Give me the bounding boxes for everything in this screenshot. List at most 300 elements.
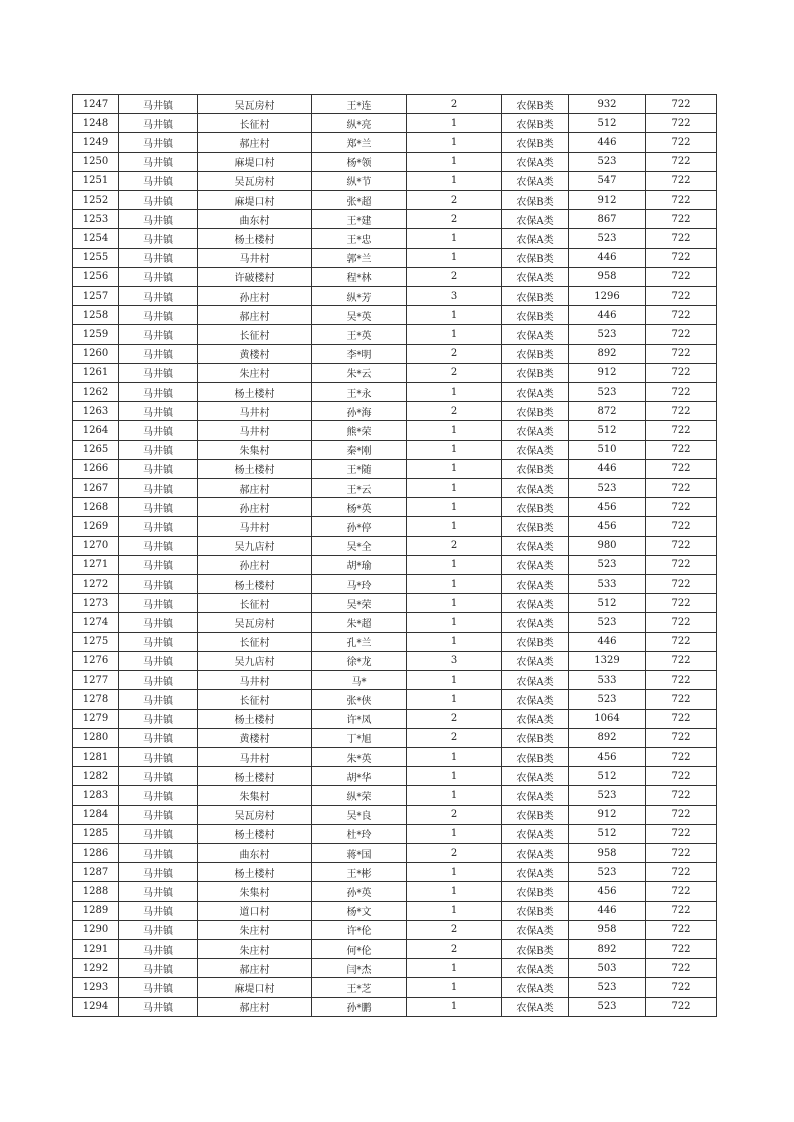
town-cell: 马井镇 [119,709,198,728]
table-row [73,536,717,555]
village-cell: 朱庄村 [198,363,312,382]
village-cell: 长征村 [198,325,312,344]
name-cell: 纵*节 [312,171,407,190]
household-size-cell: 1 [407,747,502,766]
household-size-cell: 1 [407,498,502,517]
household-size-cell: 1 [407,440,502,459]
village-cell: 杨土楼村 [198,824,312,843]
row-number-cell: 1276 [73,651,119,670]
name-cell: 王*云 [312,479,407,498]
village-cell: 马井村 [198,248,312,267]
household-size-cell: 2 [407,210,502,229]
table-row [73,133,717,152]
household-size-cell: 1 [407,978,502,997]
amount-cell: 523 [569,325,646,344]
household-size-cell: 1 [407,767,502,786]
village-cell: 杨土楼村 [198,863,312,882]
insurance-type-cell: 农保A类 [502,210,569,229]
standard-cell: 722 [646,632,717,651]
standard-cell: 722 [646,152,717,171]
village-cell: 杨土楼村 [198,229,312,248]
insurance-type-cell: 农保A类 [502,575,569,594]
name-cell: 王*彬 [312,863,407,882]
table-row [73,824,717,843]
standard-cell: 722 [646,440,717,459]
row-number-cell: 1285 [73,824,119,843]
amount-cell: 932 [569,95,646,114]
household-size-cell: 2 [407,843,502,862]
name-cell: 马* [312,671,407,690]
village-cell: 杨土楼村 [198,709,312,728]
standard-cell: 722 [646,479,717,498]
town-cell: 马井镇 [119,325,198,344]
row-number-cell: 1252 [73,191,119,210]
insurance-type-cell: 农保A类 [502,536,569,555]
insurance-type-cell: 农保B类 [502,459,569,478]
village-cell: 麻堤口村 [198,978,312,997]
standard-cell: 722 [646,210,717,229]
amount-cell: 456 [569,747,646,766]
name-cell: 孙*鹏 [312,997,407,1016]
name-cell: 杨*英 [312,498,407,517]
insurance-type-cell: 农保A类 [502,383,569,402]
town-cell: 马井镇 [119,632,198,651]
standard-cell: 722 [646,575,717,594]
insurance-type-cell: 农保A类 [502,171,569,190]
insurance-type-cell: 农保B类 [502,498,569,517]
row-number-cell: 1247 [73,95,119,114]
row-number-cell: 1286 [73,843,119,862]
insurance-type-cell: 农保A类 [502,690,569,709]
row-number-cell: 1290 [73,920,119,939]
town-cell: 马井镇 [119,786,198,805]
standard-cell: 722 [646,325,717,344]
household-size-cell: 1 [407,594,502,613]
household-size-cell: 2 [407,95,502,114]
village-cell: 朱集村 [198,882,312,901]
name-cell: 蒋*国 [312,843,407,862]
village-cell: 吴瓦房村 [198,171,312,190]
table-row [73,594,717,613]
amount-cell: 512 [569,824,646,843]
village-cell: 郝庄村 [198,133,312,152]
insurance-type-cell: 农保B类 [502,728,569,747]
insurance-type-cell: 农保A类 [502,479,569,498]
standard-cell: 722 [646,248,717,267]
village-cell: 郝庄村 [198,479,312,498]
insurance-type-cell: 农保A类 [502,863,569,882]
insurance-type-cell: 农保A类 [502,152,569,171]
amount-cell: 523 [569,383,646,402]
amount-cell: 523 [569,479,646,498]
row-number-cell: 1263 [73,402,119,421]
insurance-type-cell: 农保B类 [502,344,569,363]
town-cell: 马井镇 [119,613,198,632]
amount-cell: 456 [569,882,646,901]
standard-cell: 722 [646,459,717,478]
standard-cell: 722 [646,997,717,1016]
insurance-type-cell: 农保B类 [502,191,569,210]
insurance-type-cell: 农保A类 [502,421,569,440]
row-number-cell: 1294 [73,997,119,1016]
village-cell: 吴九店村 [198,651,312,670]
table-row [73,959,717,978]
village-cell: 许破楼村 [198,267,312,286]
household-size-cell: 2 [407,363,502,382]
town-cell: 马井镇 [119,363,198,382]
town-cell: 马井镇 [119,229,198,248]
amount-cell: 867 [569,210,646,229]
row-number-cell: 1250 [73,152,119,171]
town-cell: 马井镇 [119,824,198,843]
insurance-type-cell: 农保B类 [502,306,569,325]
row-number-cell: 1282 [73,767,119,786]
amount-cell: 1064 [569,709,646,728]
row-number-cell: 1272 [73,575,119,594]
town-cell: 马井镇 [119,459,198,478]
insurance-type-cell: 农保B类 [502,133,569,152]
insurance-type-cell: 农保A类 [502,613,569,632]
table-row [73,978,717,997]
row-number-cell: 1287 [73,863,119,882]
name-cell: 张*侠 [312,690,407,709]
insurance-type-cell: 农保A类 [502,671,569,690]
household-size-cell: 1 [407,479,502,498]
town-cell: 马井镇 [119,575,198,594]
row-number-cell: 1265 [73,440,119,459]
insurance-type-cell: 农保A类 [502,229,569,248]
village-cell: 郝庄村 [198,997,312,1016]
town-cell: 马井镇 [119,671,198,690]
amount-cell: 912 [569,363,646,382]
row-number-cell: 1253 [73,210,119,229]
town-cell: 马井镇 [119,152,198,171]
name-cell: 许*伦 [312,920,407,939]
standard-cell: 722 [646,133,717,152]
village-cell: 曲东村 [198,210,312,229]
town-cell: 马井镇 [119,344,198,363]
standard-cell: 722 [646,728,717,747]
row-number-cell: 1264 [73,421,119,440]
insurance-type-cell: 农保A类 [502,997,569,1016]
table-row [73,786,717,805]
town-cell: 马井镇 [119,863,198,882]
table-row [73,632,717,651]
row-number-cell: 1271 [73,555,119,574]
standard-cell: 722 [646,421,717,440]
standard-cell: 722 [646,978,717,997]
amount-cell: 533 [569,671,646,690]
village-cell: 郝庄村 [198,959,312,978]
town-cell: 马井镇 [119,594,198,613]
village-cell: 杨土楼村 [198,575,312,594]
insurance-type-cell: 农保A类 [502,555,569,574]
insurance-type-cell: 农保A类 [502,786,569,805]
name-cell: 许*凤 [312,709,407,728]
name-cell: 张*超 [312,191,407,210]
insurance-type-cell: 农保B类 [502,287,569,306]
table-row [73,882,717,901]
table-row [73,114,717,133]
table-row [73,575,717,594]
table-row [73,498,717,517]
household-size-cell: 1 [407,575,502,594]
household-size-cell: 1 [407,459,502,478]
row-number-cell: 1260 [73,344,119,363]
household-size-cell: 1 [407,383,502,402]
amount-cell: 510 [569,440,646,459]
standard-cell: 722 [646,939,717,958]
village-cell: 杨土楼村 [198,459,312,478]
amount-cell: 503 [569,959,646,978]
insurance-type-cell: 农保A类 [502,767,569,786]
village-cell: 长征村 [198,690,312,709]
insurance-type-cell: 农保B类 [502,882,569,901]
household-size-cell: 1 [407,632,502,651]
table-row [73,344,717,363]
town-cell: 马井镇 [119,440,198,459]
amount-cell: 446 [569,901,646,920]
row-number-cell: 1256 [73,267,119,286]
standard-cell: 722 [646,920,717,939]
table-row [73,613,717,632]
name-cell: 吴*良 [312,805,407,824]
standard-cell: 722 [646,594,717,613]
town-cell: 马井镇 [119,767,198,786]
town-cell: 马井镇 [119,191,198,210]
town-cell: 马井镇 [119,959,198,978]
insurance-type-cell: 农保B类 [502,114,569,133]
name-cell: 王*连 [312,95,407,114]
household-size-cell: 1 [407,555,502,574]
name-cell: 胡*瑜 [312,555,407,574]
name-cell: 纵*荣 [312,786,407,805]
household-size-cell: 1 [407,786,502,805]
household-size-cell: 1 [407,863,502,882]
village-cell: 曲东村 [198,843,312,862]
household-size-cell: 1 [407,690,502,709]
insurance-type-cell: 农保A类 [502,267,569,286]
standard-cell: 722 [646,863,717,882]
village-cell: 马井村 [198,402,312,421]
household-size-cell: 2 [407,536,502,555]
name-cell: 王*忠 [312,229,407,248]
amount-cell: 958 [569,920,646,939]
household-size-cell: 1 [407,997,502,1016]
standard-cell: 722 [646,690,717,709]
household-size-cell: 1 [407,517,502,536]
town-cell: 马井镇 [119,133,198,152]
standard-cell: 722 [646,767,717,786]
standard-cell: 722 [646,959,717,978]
row-number-cell: 1262 [73,383,119,402]
town-cell: 马井镇 [119,997,198,1016]
insurance-type-cell: 农保A类 [502,594,569,613]
town-cell: 马井镇 [119,805,198,824]
table-row [73,863,717,882]
standard-cell: 722 [646,498,717,517]
table-row [73,152,717,171]
name-cell: 吴*英 [312,306,407,325]
table-row [73,421,717,440]
table-row [73,267,717,286]
household-size-cell: 2 [407,344,502,363]
table-row [73,325,717,344]
town-cell: 马井镇 [119,479,198,498]
row-number-cell: 1291 [73,939,119,958]
row-number-cell: 1284 [73,805,119,824]
table-row [73,920,717,939]
table-row [73,459,717,478]
table-row [73,479,717,498]
row-number-cell: 1274 [73,613,119,632]
table-row [73,306,717,325]
village-cell: 马井村 [198,517,312,536]
name-cell: 徐*龙 [312,651,407,670]
insurance-type-cell: 农保B类 [502,402,569,421]
village-cell: 麻堤口村 [198,191,312,210]
village-cell: 吴九店村 [198,536,312,555]
row-number-cell: 1261 [73,363,119,382]
household-size-cell: 1 [407,421,502,440]
row-number-cell: 1248 [73,114,119,133]
amount-cell: 523 [569,786,646,805]
standard-cell: 722 [646,402,717,421]
household-size-cell: 2 [407,191,502,210]
row-number-cell: 1251 [73,171,119,190]
table-row [73,363,717,382]
town-cell: 马井镇 [119,383,198,402]
standard-cell: 722 [646,306,717,325]
standard-cell: 722 [646,363,717,382]
standard-cell: 722 [646,517,717,536]
household-size-cell: 1 [407,306,502,325]
table-row [73,690,717,709]
insurance-type-cell: 农保A类 [502,959,569,978]
town-cell: 马井镇 [119,248,198,267]
standard-cell: 722 [646,555,717,574]
amount-cell: 446 [569,459,646,478]
name-cell: 朱*英 [312,747,407,766]
table-row [73,997,717,1016]
amount-cell: 523 [569,613,646,632]
village-cell: 马井村 [198,421,312,440]
household-size-cell: 1 [407,133,502,152]
standard-cell: 722 [646,267,717,286]
name-cell: 吴*全 [312,536,407,555]
insurance-type-cell: 农保B类 [502,517,569,536]
insurance-type-cell: 农保B类 [502,901,569,920]
amount-cell: 912 [569,191,646,210]
table-row [73,805,717,824]
name-cell: 熊*荣 [312,421,407,440]
name-cell: 朱*云 [312,363,407,382]
name-cell: 秦*刚 [312,440,407,459]
household-size-cell: 1 [407,671,502,690]
table-row [73,191,717,210]
name-cell: 杨*文 [312,901,407,920]
row-number-cell: 1281 [73,747,119,766]
village-cell: 黄楼村 [198,344,312,363]
standard-cell: 722 [646,171,717,190]
household-size-cell: 1 [407,152,502,171]
village-cell: 朱集村 [198,786,312,805]
amount-cell: 456 [569,517,646,536]
amount-cell: 1296 [569,287,646,306]
insurance-type-cell: 农保B类 [502,805,569,824]
village-cell: 黄楼村 [198,728,312,747]
standard-cell: 722 [646,671,717,690]
table-row [73,843,717,862]
name-cell: 闫*杰 [312,959,407,978]
table-row [73,95,717,114]
town-cell: 马井镇 [119,651,198,670]
village-cell: 长征村 [198,594,312,613]
row-number-cell: 1279 [73,709,119,728]
row-number-cell: 1293 [73,978,119,997]
insurance-type-cell: 农保A类 [502,440,569,459]
town-cell: 马井镇 [119,882,198,901]
insurance-type-cell: 农保B类 [502,95,569,114]
household-size-cell: 2 [407,728,502,747]
amount-cell: 512 [569,421,646,440]
row-number-cell: 1280 [73,728,119,747]
table-row [73,728,717,747]
amount-cell: 958 [569,267,646,286]
table-row [73,248,717,267]
table-row [73,171,717,190]
amount-cell: 547 [569,171,646,190]
table-row [73,901,717,920]
amount-cell: 512 [569,114,646,133]
household-size-cell: 1 [407,901,502,920]
town-cell: 马井镇 [119,210,198,229]
town-cell: 马井镇 [119,843,198,862]
table-body [73,95,717,1017]
village-cell: 朱庄村 [198,939,312,958]
name-cell: 王*永 [312,383,407,402]
standard-cell: 722 [646,709,717,728]
name-cell: 杨*领 [312,152,407,171]
name-cell: 王*建 [312,210,407,229]
town-cell: 马井镇 [119,920,198,939]
insurance-type-cell: 农保B类 [502,747,569,766]
amount-cell: 523 [569,997,646,1016]
name-cell: 马*玲 [312,575,407,594]
name-cell: 何*伦 [312,939,407,958]
village-cell: 朱集村 [198,440,312,459]
standard-cell: 722 [646,229,717,248]
village-cell: 长征村 [198,114,312,133]
household-size-cell: 3 [407,287,502,306]
row-number-cell: 1277 [73,671,119,690]
name-cell: 程*林 [312,267,407,286]
standard-cell: 722 [646,114,717,133]
insurance-type-cell: 农保A类 [502,325,569,344]
amount-cell: 523 [569,690,646,709]
row-number-cell: 1266 [73,459,119,478]
table-row [73,555,717,574]
town-cell: 马井镇 [119,287,198,306]
town-cell: 马井镇 [119,421,198,440]
row-number-cell: 1268 [73,498,119,517]
row-number-cell: 1259 [73,325,119,344]
amount-cell: 980 [569,536,646,555]
standard-cell: 722 [646,651,717,670]
standard-cell: 722 [646,901,717,920]
standard-cell: 722 [646,824,717,843]
name-cell: 王*随 [312,459,407,478]
